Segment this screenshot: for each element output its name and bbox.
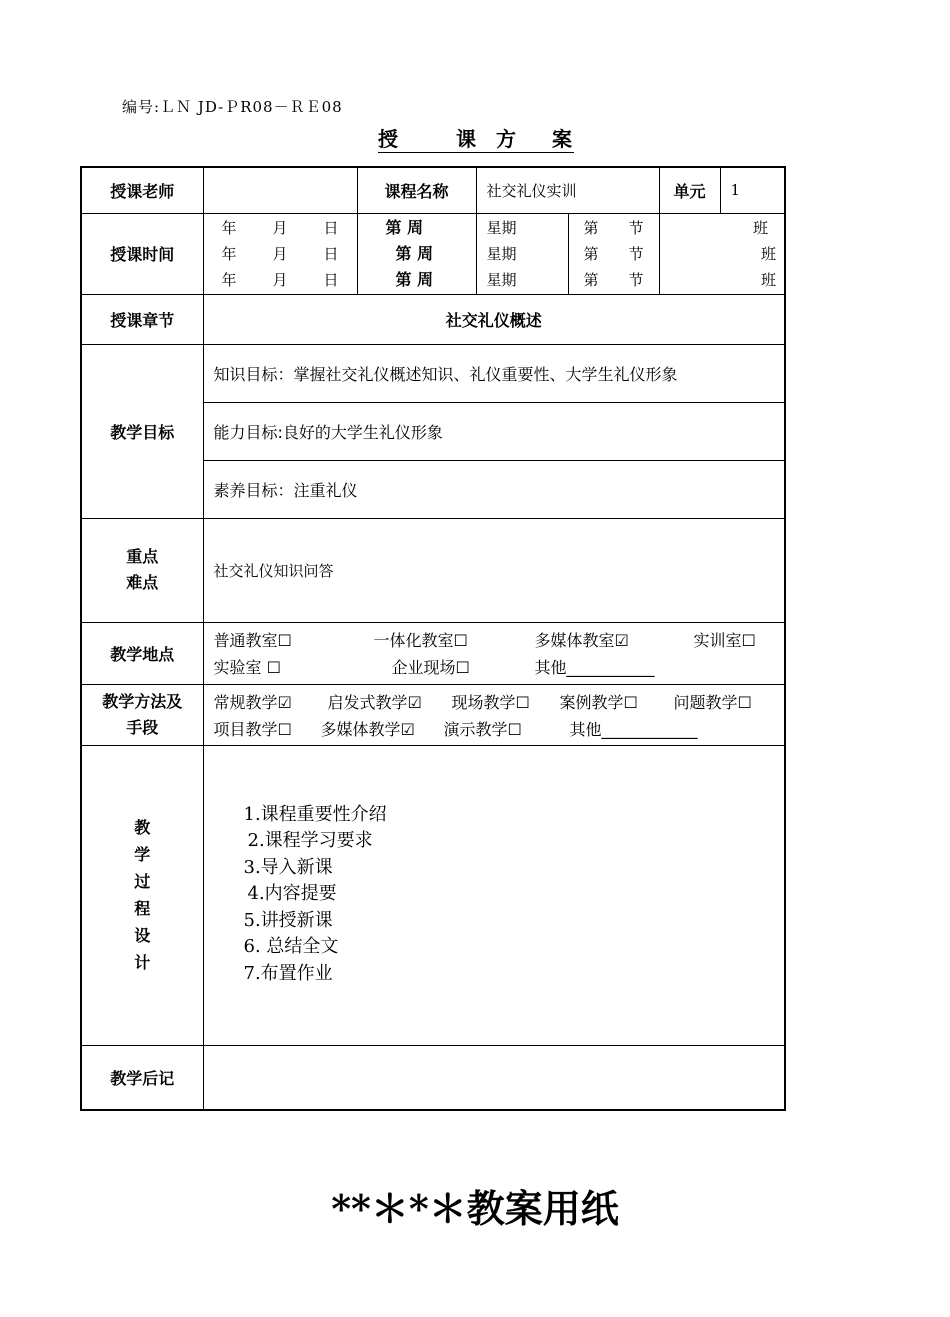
title-char-4: 案 <box>552 127 572 151</box>
location-option: 普通教室☐ <box>213 631 292 650</box>
weekday: 星期 <box>486 244 517 263</box>
location-options <box>203 622 785 684</box>
method-option: 问题教学☐ <box>673 692 752 712</box>
day: 日 <box>323 244 339 263</box>
process-label-char: 过 <box>134 872 151 891</box>
row-time <box>81 213 785 294</box>
time-dates <box>203 213 357 294</box>
month: 月 <box>272 244 288 263</box>
afternote-label: 教学后记 <box>81 1045 203 1110</box>
key-label-line1: 重点 <box>126 547 159 566</box>
lesson-plan-table <box>80 166 786 1111</box>
location-option: 企业现场☐ <box>391 658 470 677</box>
month: 月 <box>272 270 288 289</box>
method-option: 其他____________ <box>569 719 698 739</box>
process-label-char: 计 <box>134 953 151 972</box>
process-step: 3.导入新课 <box>243 856 333 878</box>
row-goal-knowledge <box>81 344 785 402</box>
title-char-1: 授 <box>378 127 398 151</box>
class: 班 <box>753 218 769 237</box>
method-option: 现场教学☐ <box>451 692 530 712</box>
goal-knowledge: 知识目标：掌握社交礼仪概述知识、礼仪重要性、大学生礼仪形象 <box>203 344 785 402</box>
method-option: 演示教学☐ <box>443 719 522 739</box>
day: 日 <box>323 218 339 237</box>
key-value: 社交礼仪知识问答 <box>203 518 785 622</box>
year: 年 <box>221 218 237 237</box>
class: 班 <box>761 270 777 289</box>
key-label-line2: 难点 <box>126 573 159 592</box>
row-location <box>81 622 785 684</box>
time-weekdays <box>476 213 568 294</box>
method-label-line2: 手段 <box>126 717 159 737</box>
document-number: 编号:ＬＮ JD-ＰR08－ＲＥ08 <box>122 98 343 116</box>
chapter-label: 授课章节 <box>81 294 203 344</box>
location-option: 其他___________ <box>534 658 655 677</box>
method-option: 项目教学☐ <box>213 719 292 739</box>
course-value: 社交礼仪实训 <box>476 167 659 213</box>
time-classes <box>659 213 785 294</box>
course-label: 课程名称 <box>357 167 476 213</box>
month: 月 <box>272 218 288 237</box>
process-step: 1.课程重要性介绍 <box>243 803 387 825</box>
method-option: 常规教学☑ <box>213 692 292 712</box>
section-di: 第 <box>583 270 599 289</box>
week: 第 周 <box>395 243 434 263</box>
document-title <box>378 126 574 153</box>
unit-value: 1 <box>720 167 785 213</box>
year: 年 <box>221 244 237 263</box>
row-afternote <box>81 1045 785 1110</box>
process-step: 4.内容提要 <box>247 883 337 904</box>
location-label: 教学地点 <box>81 622 203 684</box>
process-step: 5.讲授新课 <box>243 909 333 931</box>
row-key-points <box>81 518 785 622</box>
location-option: 实训室☐ <box>693 631 756 650</box>
teacher-value <box>203 167 357 213</box>
weekday: 星期 <box>486 270 517 289</box>
process-label-char: 教 <box>134 818 151 837</box>
location-option: 一体化教室☐ <box>373 631 468 650</box>
row-chapter <box>81 294 785 344</box>
title-char-2: 课 <box>456 127 476 151</box>
week: 第 周 <box>395 269 434 289</box>
process-steps <box>203 745 785 1045</box>
section-di: 第 <box>583 244 599 263</box>
row-teacher <box>81 167 785 213</box>
section-jie: 节 <box>628 270 644 289</box>
unit-label: 单元 <box>659 167 720 213</box>
process-label-char: 设 <box>134 926 151 945</box>
method-option: 多媒体教学☑ <box>320 719 415 739</box>
time-sections <box>568 213 659 294</box>
teacher-label: 授课老师 <box>81 167 203 213</box>
weekday: 星期 <box>486 218 517 237</box>
process-label-char: 学 <box>134 845 151 864</box>
chapter-value: 社交礼仪概述 <box>203 294 785 344</box>
year: 年 <box>221 270 237 289</box>
process-step: 6. 总结全文 <box>243 936 339 957</box>
section-jie: 节 <box>628 244 644 263</box>
time-label: 授课时间 <box>81 213 203 294</box>
section-di: 第 <box>583 218 599 237</box>
week: 第 周 <box>385 217 424 237</box>
afternote-value <box>203 1045 785 1110</box>
row-process <box>81 745 785 1045</box>
method-options <box>203 684 785 745</box>
location-option: 多媒体教室☑ <box>534 631 629 650</box>
title-char-3: 方 <box>496 127 516 151</box>
day: 日 <box>323 270 339 289</box>
process-label <box>81 745 203 1045</box>
location-option: 实验室 ☐ <box>213 658 281 677</box>
section-jie: 节 <box>628 218 644 237</box>
footer-title: **＊*＊教案用纸 <box>331 1186 619 1231</box>
time-weeks <box>357 213 476 294</box>
row-methods <box>81 684 785 745</box>
method-option: 启发式教学☑ <box>327 692 422 712</box>
key-label <box>81 518 203 622</box>
process-step: 2.课程学习要求 <box>247 830 373 851</box>
process-label-char: 程 <box>134 899 151 918</box>
method-label-line1: 教学方法及 <box>102 691 183 711</box>
goal-quality: 素养目标：注重礼仪 <box>203 460 785 518</box>
process-step: 7.布置作业 <box>243 962 333 984</box>
goal-ability: 能力目标:良好的大学生礼仪形象 <box>203 402 785 460</box>
method-label <box>81 684 203 745</box>
class: 班 <box>761 244 777 263</box>
goals-label: 教学目标 <box>81 344 203 518</box>
method-option: 案例教学☐ <box>559 692 638 712</box>
